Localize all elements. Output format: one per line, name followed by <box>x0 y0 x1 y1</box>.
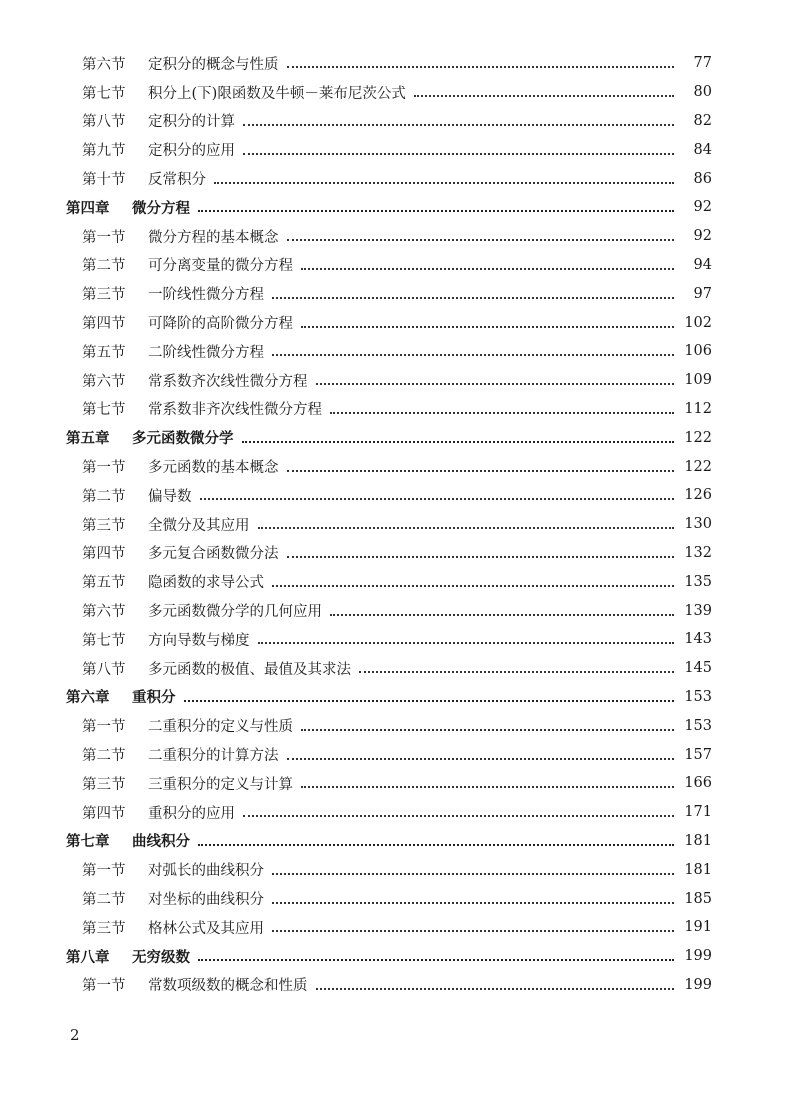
toc-entry-number: 第四节 <box>82 546 126 563</box>
dot-leader <box>198 959 674 961</box>
toc-entry-title: 无穷级数 <box>132 949 190 966</box>
toc-entry-number: 第四节 <box>82 805 126 822</box>
toc-entry-number: 第五章 <box>66 431 110 448</box>
toc-entry-number: 第三节 <box>82 920 126 937</box>
toc-entry-label <box>82 254 293 275</box>
toc-page-number: 153 <box>684 717 712 734</box>
toc-entry-label <box>82 485 192 506</box>
toc-entry-label <box>66 686 176 707</box>
toc-entry-number: 第七章 <box>66 834 110 851</box>
dot-leader <box>301 326 674 328</box>
toc-section-row <box>0 222 790 251</box>
toc-entry-label <box>82 312 293 333</box>
dot-leader <box>287 758 675 760</box>
toc-section-row <box>0 913 790 942</box>
toc-section-row <box>0 395 790 424</box>
toc-entry-number: 第二节 <box>82 488 126 505</box>
toc-entry-number: 第四节 <box>82 316 126 333</box>
toc-entry-title: 多元函数的基本概念 <box>148 460 279 477</box>
dot-leader <box>301 268 674 270</box>
toc-page-number: 94 <box>693 256 712 273</box>
toc-section-row <box>0 625 790 654</box>
toc-entry-label <box>66 946 190 967</box>
dot-leader <box>243 124 674 126</box>
toc-entry-label <box>82 168 206 189</box>
toc-section-row <box>0 279 790 308</box>
toc-entry-title: 重积分的应用 <box>148 805 235 822</box>
dot-leader <box>198 210 674 212</box>
toc-page-number: 80 <box>693 84 712 101</box>
toc-page-number: 199 <box>684 948 712 965</box>
dot-leader <box>316 988 675 990</box>
toc-page-number: 77 <box>693 55 712 72</box>
toc-entry-number: 第八章 <box>66 949 110 966</box>
toc-entry-title: 定积分的概念与性质 <box>148 56 279 73</box>
toc-section-row <box>0 452 790 481</box>
toc-entry-label <box>82 802 235 823</box>
toc-section-row <box>0 567 790 596</box>
toc-page-number: 92 <box>693 199 712 216</box>
toc-section-row <box>0 740 790 769</box>
toc-entry-label <box>82 888 264 909</box>
toc-entry-label <box>82 974 308 995</box>
toc-chapter-row <box>0 827 790 856</box>
toc-entry-label <box>82 53 279 74</box>
toc-page-number: 185 <box>684 890 712 907</box>
toc-section-row <box>0 308 790 337</box>
dot-leader <box>258 642 675 644</box>
toc-entry-label <box>82 283 264 304</box>
toc-entry-number: 第六节 <box>82 373 126 390</box>
dot-leader <box>272 873 674 875</box>
toc-entry-title: 反常积分 <box>148 172 206 189</box>
toc-section-row <box>0 798 790 827</box>
toc-entry-number: 第三节 <box>82 287 126 304</box>
toc-entry-number: 第二节 <box>82 892 126 908</box>
page-number: 2 <box>70 1026 80 1044</box>
toc-entry-label <box>82 542 279 563</box>
dot-leader <box>214 182 674 184</box>
toc-entry-label <box>82 629 250 650</box>
dot-leader <box>198 844 674 846</box>
toc-entry-label <box>82 859 264 880</box>
toc-entry-number: 第一节 <box>82 978 126 995</box>
toc-section-row <box>0 366 790 395</box>
dot-leader <box>287 66 675 68</box>
toc-entry-title: 可降阶的高阶微分方程 <box>148 316 293 333</box>
toc-entry-label <box>82 773 293 794</box>
dot-leader <box>330 614 674 616</box>
toc-entry-title: 对弧长的曲线积分 <box>148 863 264 880</box>
toc-entry-title: 二阶线性微分方程 <box>148 344 264 361</box>
dot-leader <box>287 239 675 241</box>
toc-section-row <box>0 251 790 280</box>
toc-entry-number: 第一节 <box>82 719 126 736</box>
toc-entry-number: 第三节 <box>82 517 126 534</box>
toc-entry-title: 三重积分的定义与计算 <box>148 776 293 793</box>
toc-entry-label <box>82 571 264 592</box>
toc-entry-title: 多元函数微分学 <box>132 431 234 448</box>
dot-leader <box>200 498 675 500</box>
toc-entry-title: 多元复合函数微分法 <box>148 546 279 563</box>
toc-entry-title: 定积分的计算 <box>148 114 235 131</box>
toc-entry-title: 常系数齐次线性微分方程 <box>148 373 308 390</box>
dot-leader <box>301 786 674 788</box>
dot-leader <box>258 527 675 529</box>
toc-section-row <box>0 135 790 164</box>
toc-entry-title: 微分方程 <box>132 200 190 217</box>
toc-page-number: 181 <box>684 832 712 849</box>
toc-entry-number: 第三节 <box>82 776 126 793</box>
toc-page-number: 109 <box>684 372 712 389</box>
toc-chapter-row <box>0 423 790 452</box>
toc-entry-title: 方向导数与梯度 <box>148 632 250 649</box>
dot-leader <box>272 585 674 587</box>
toc-entry-label <box>66 830 190 851</box>
toc-entry-label <box>66 427 234 448</box>
toc-page-number: 135 <box>684 573 712 590</box>
toc-section-row <box>0 855 790 884</box>
dot-leader <box>243 153 674 155</box>
toc-entry-number: 第八节 <box>82 114 126 131</box>
toc-entry-title: 隐函数的求导公式 <box>148 575 264 592</box>
toc-entry-label <box>82 226 279 247</box>
toc-page-number: 199 <box>684 976 712 993</box>
toc-entry-number: 第七节 <box>82 85 126 102</box>
table-of-contents <box>0 49 790 999</box>
toc-page-number: 145 <box>684 660 712 677</box>
toc-section-row <box>0 654 790 683</box>
toc-section-row <box>0 510 790 539</box>
toc-entry-label <box>82 139 235 160</box>
dot-leader <box>414 95 674 97</box>
toc-entry-title: 多元函数微分学的几何应用 <box>148 604 322 621</box>
toc-page-number: 122 <box>684 429 712 446</box>
toc-entry-label <box>66 197 190 218</box>
toc-entry-label <box>82 370 308 391</box>
toc-entry-number: 第九节 <box>82 143 126 160</box>
toc-entry-label <box>82 110 235 131</box>
dot-leader <box>287 556 675 558</box>
toc-page-number: 181 <box>684 861 712 878</box>
toc-entry-number: 第十节 <box>82 172 126 189</box>
toc-entry-label <box>82 715 293 736</box>
toc-page-number: 97 <box>693 285 712 302</box>
toc-section-row <box>0 539 790 568</box>
toc-page-number: 166 <box>684 775 712 792</box>
toc-entry-title: 曲线积分 <box>132 834 190 851</box>
toc-entry-number: 第七节 <box>82 402 126 419</box>
toc-entry-number: 第一节 <box>82 863 126 880</box>
toc-section-row <box>0 337 790 366</box>
toc-page-number: 112 <box>684 400 712 417</box>
toc-entry-number: 第五节 <box>82 344 126 361</box>
toc-entry-number: 第六章 <box>66 690 110 707</box>
toc-section-row <box>0 164 790 193</box>
toc-entry-title: 一阶线性微分方程 <box>148 287 264 304</box>
toc-page-number: 126 <box>684 487 712 504</box>
dot-leader <box>184 700 675 702</box>
toc-page-number: 86 <box>693 170 712 187</box>
toc-entry-label <box>82 456 279 477</box>
dot-leader <box>272 354 674 356</box>
dot-leader <box>330 412 674 414</box>
toc-page-number: 82 <box>693 112 712 129</box>
toc-page-number: 106 <box>684 343 712 360</box>
toc-entry-label <box>82 658 351 679</box>
toc-section-row <box>0 596 790 625</box>
toc-entry-title: 常数项级数的概念和性质 <box>148 978 308 995</box>
toc-entry-number: 第六节 <box>82 56 126 73</box>
toc-page-number: 102 <box>684 314 712 331</box>
toc-entry-title: 全微分及其应用 <box>148 517 250 534</box>
toc-section-row <box>0 971 790 1000</box>
toc-page-number: 191 <box>684 919 712 936</box>
dot-leader <box>272 930 674 932</box>
toc-entry-title: 对坐标的曲线积分 <box>148 892 264 908</box>
toc-page-number: 143 <box>684 631 712 648</box>
toc-chapter-row <box>0 942 790 971</box>
toc-chapter-row <box>0 683 790 712</box>
toc-chapter-row <box>0 193 790 222</box>
toc-entry-number: 第六节 <box>82 604 126 621</box>
toc-entry-title: 微分方程的基本概念 <box>148 229 279 246</box>
toc-page-number: 157 <box>684 746 712 763</box>
dot-leader <box>243 815 674 817</box>
toc-entry-label <box>82 744 279 765</box>
toc-section-row <box>0 78 790 107</box>
toc-section-row <box>0 481 790 510</box>
toc-section-row <box>0 711 790 740</box>
toc-section-row <box>0 49 790 78</box>
toc-entry-label <box>82 82 406 103</box>
toc-entry-number: 第五节 <box>82 575 126 592</box>
toc-section-row <box>0 769 790 798</box>
toc-entry-label <box>82 514 250 535</box>
toc-entry-label <box>82 398 322 419</box>
dot-leader <box>272 297 674 299</box>
toc-entry-label <box>82 341 264 362</box>
toc-entry-number: 第二节 <box>82 748 126 765</box>
toc-entry-title: 定积分的应用 <box>148 143 235 160</box>
toc-page-number: 92 <box>693 228 712 245</box>
toc-entry-number: 第二节 <box>82 258 126 275</box>
toc-entry-title: 二重积分的计算方法 <box>148 748 279 765</box>
dot-leader <box>359 671 674 673</box>
toc-entry-title: 重积分 <box>132 690 176 707</box>
toc-entry-number: 第七节 <box>82 632 126 649</box>
toc-entry-number: 第一节 <box>82 460 126 477</box>
toc-page-number: 139 <box>684 602 712 619</box>
toc-entry-title: 多元函数的极值、最值及其求法 <box>148 661 351 678</box>
dot-leader <box>316 383 675 385</box>
toc-entry-number: 第一节 <box>82 229 126 246</box>
toc-entry-title: 常系数非齐次线性微分方程 <box>148 402 322 419</box>
toc-page-number: 122 <box>684 458 712 475</box>
toc-page-number: 171 <box>684 804 712 821</box>
toc-page-number: 132 <box>684 544 712 561</box>
toc-section-row <box>0 107 790 136</box>
toc-page-number: 130 <box>684 516 712 533</box>
toc-entry-title: 二重积分的定义与性质 <box>148 719 293 736</box>
toc-page-number: 84 <box>693 141 712 158</box>
toc-entry-number: 第八节 <box>82 661 126 678</box>
dot-leader <box>272 902 674 904</box>
toc-entry-title: 格林公式及其应用 <box>148 920 264 937</box>
toc-entry-number: 第四章 <box>66 200 110 217</box>
toc-entry-label <box>82 917 264 938</box>
dot-leader <box>242 441 675 443</box>
dot-leader <box>301 729 674 731</box>
toc-entry-title: 可分离变量的微分方程 <box>148 258 293 275</box>
toc-entry-title: 积分上(下)限函数及牛顿－莱布尼茨公式 <box>148 85 406 102</box>
toc-page-number: 153 <box>684 688 712 705</box>
toc-entry-label <box>82 600 322 621</box>
toc-entry-title: 偏导数 <box>148 488 192 505</box>
toc-section-row <box>0 884 790 913</box>
dot-leader <box>287 470 675 472</box>
